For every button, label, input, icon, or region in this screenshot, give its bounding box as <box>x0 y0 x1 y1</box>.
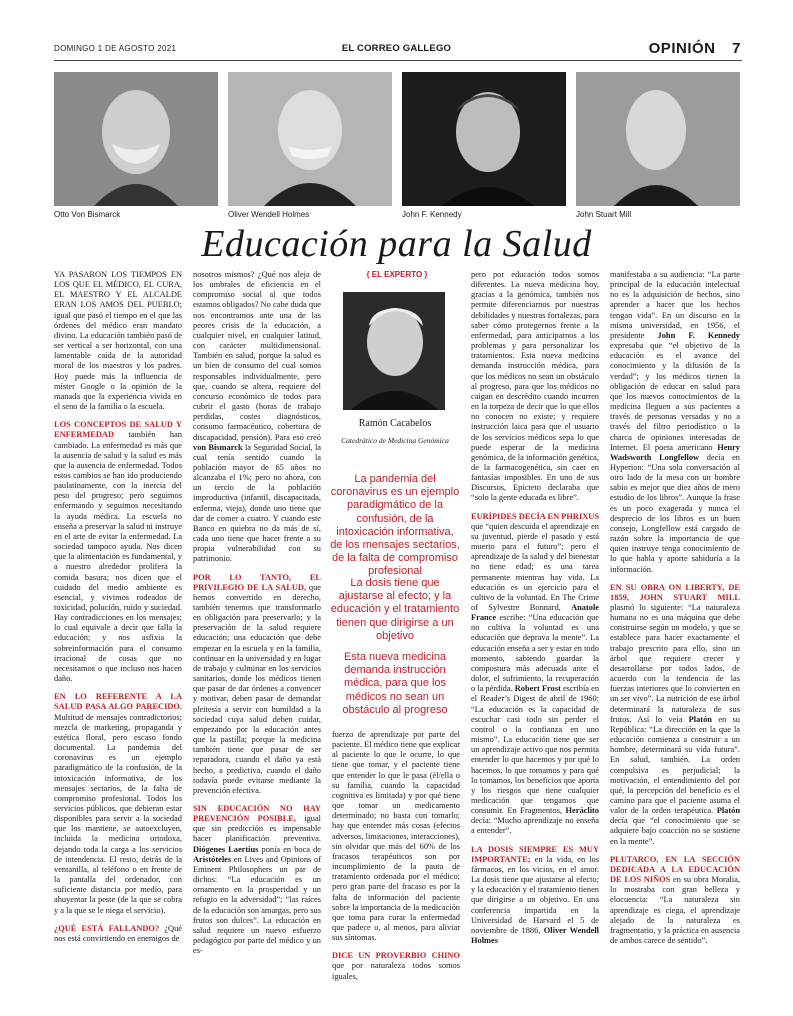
kicker: PLUTARCO, EN LA SECCIÓN DEDICADA A LA EDUCACIÓN DE LOS NIÑOS <box>610 854 740 885</box>
paragraph: en su República: “La dirección en la que la educación comienza a construir a un hombre, determinará su vida futura”. En salud, también. La orden compulsiva es perjudicial; la motivación, el entendimiento del por qué, la percepción del beneficio es el camino para que el paciente asuma el valor de la orden terapéutica. <box>610 714 740 816</box>
paragraph: ¿Qué nos está convirtiendo en enemigos de <box>54 923 182 943</box>
paragraph: ponía en boca de <box>258 844 322 854</box>
pull-quote: La pandemia del coronavirus es un ejemplo paradigmático de la confusión, de la intoxicación informativa, de los mensajes sectarios, de la falta de compromiso profesional <box>330 473 460 578</box>
photo-caption: John Stuart Mill <box>576 210 632 219</box>
paragraph: pero por educación todos somos diferentes. La nueva medicina hoy, gracias a la genómica, también nos permite diferenciarnos por nuestras debilidades y nuestras fortalezas, para saber cómo protegernos frente a la enfermedad, para anticiparnos a los problemas y para personalizar los tratamientos. Esta nueva medicina demanda instrucción médica, para que los médicos no sean un obstáculo al progreso, para que los médicos no caigan en descrédito cuando incurren en la torpeza de decir que lo que ellos no conocen no existe; y requiere instrucción laica para que el usuario de los servicios médicos sepa lo que puede esperar de la medicina genómica, de la información genética, de la farmacogenética, sin caer en fantasías imposibles. En uno de sus Discursos, Epicteto declaraba que “solo la gente educada es libre”. <box>471 270 599 503</box>
paragraph: igual que pasó el tiempo en el que las órdenes del médico eran mandato divino. La educación también pasó de ser vertical a ser horizontal, con una lamentable caída de la autoridad moral de los maestros y los padres. Hoy puede más la influencia de míster Google o la opinión de la manada que la experiencia vivida en el seno de la familia o la escuela. <box>54 310 182 412</box>
kicker: LA DOSIS SIEMPRE ES MUY IMPORTANTE; <box>471 844 599 864</box>
kicker: SIN EDUCACIÓN NO HAY PREVENCIÓN POSIBLE, <box>193 803 321 824</box>
author-name: Ramón Cacabelos <box>358 418 432 429</box>
paragraph: la Seguridad Social, la cual tenía sentido cuando la población mayor de 65 años no alcanzaba el 1%; pero no ahora, con un tercio de la población improductiva (infantil, discapacitada, enferma, vieja), donde uno tiene que dar de comer a cuatro. Y cuando este Banco en quiebra no da más de sí, cada uno tiene que hacer frente a su propia vulnerabilidad con su patrimonio. <box>193 442 322 564</box>
portrait-kennedy <box>402 72 566 206</box>
newspaper-name: EL CORREO GALLEGO <box>341 43 452 54</box>
paragraph: en Lives and Opinions of Eminent Philosophers un par de dichos: “La educación es un ornamento en la prosperidad y un refugio en la adversidad”; “las raíces de la educación son amargas, pero sus frutos son dulces”. La educación en salud requiere un nuevo esfuerzo pedagógico por parte del médico y un es- <box>193 854 321 956</box>
paragraph: decía: “Mucho aprendizaje no enseña a entender”. <box>471 816 599 836</box>
portrait-mill <box>576 72 740 206</box>
pull-quote: La dosis tiene que ajustarse al efecto; y la educación y el tratamiento tienen que dirigirse a un objetivo <box>330 577 460 642</box>
photo-caption: Oliver Wendell Holmes <box>228 210 310 219</box>
pull-quote: Esta nueva medicina demanda instrucción médica, para que los médicos no sean un obstáculo al progreso <box>342 651 448 716</box>
portrait-image <box>54 72 218 206</box>
paragraph: escribía en el Reader’s Digest de abril de 1960: “La educación es la capacidad de escuchar casi todo sin perder el control o la confianza en uno mismo”. La educación tiene que ser un aprendizaje activo que nos permita entender lo que hacemos y por qué lo hacemos, lo que tomamos y para qué lo tomamos, los beneficios que aporta y los riesgos que tiene cualquier medicación que tengamos que consumir. En Fragmentos, <box>471 684 600 816</box>
paragraph: decía en Hyperion: “Una sola conversación al otro lado de la mesa con un hombre sabio es mejor que diez años de mero estudio de los libros”. Aunque la frase es un poco exagerada y nunca el desprecio de los libros es un buen consejo, Longfellow está cargado de razón sobre la importancia de que quien instruye tenga conocimiento de lo que habla y aporte sabiduría a la información. <box>610 452 740 574</box>
section-header <box>649 40 741 57</box>
author-portrait-image <box>343 292 445 410</box>
name-bold: Heráclito <box>565 806 599 816</box>
kicker: DICE UN PROVERBIO CHINO <box>332 951 460 961</box>
portrait-image <box>228 72 392 206</box>
text-column-1 <box>54 270 182 952</box>
text-column-5 <box>610 270 740 954</box>
author-photo <box>343 292 445 410</box>
portrait-holmes <box>228 72 392 206</box>
paragraph: igual que sin predicción es impensable hacer planificación preventiva. <box>193 814 322 844</box>
paragraph: manifestaba a su audiencia: “La parte principal de la educación intelectual no es la adquisición de hechos, sino aprender a hacer que los hechos tengan vida”. En un discurso en la misma universidad, en 1956, el presidente <box>610 270 740 340</box>
name-bold: Robert Frost <box>514 684 561 694</box>
portrait-image <box>576 72 740 206</box>
kicker: EN SU OBRA ON LIBERTY, DE 1859, JOHN STUART MILL <box>610 582 740 602</box>
kicker: POR LO TANTO, EL PRIVILEGIO DE LA SALUD, <box>193 572 321 592</box>
text-column-2 <box>193 270 321 964</box>
paragraph: expresaba que “el objetivo de la educación es el avance del conocimiento y la difusión de la verdad”; y los médicos tienen la obligación de educar en salud para que los nuevos conocimientos de la medicina lleguen a sus pacientes a través de personas versadas y no a través del filtro periodístico o la charca de opiniones interesadas de Internet. El poeta americano <box>610 341 740 452</box>
photo-caption: Otto Von Bismarck <box>54 210 121 219</box>
name-bold: Platón <box>688 714 712 724</box>
photo-caption: John F. Kennedy <box>402 210 462 219</box>
name-bold: von Bismarck <box>193 442 243 452</box>
paragraph: plasmó lo siguiente: “La naturaleza humana no es una máquina que debe construirse según un modelo, y que se establece para hacer exactamente el trabajo prescrito para ello, sino un árbol que requiere crecer y desarrollarse por todos lados, de acuerdo con la tendencia de las fuerzas interiores que lo convierten en un ser vivo”. La nutrición de ese árbol determinará la naturaleza de sus frutos. Así lo veía <box>610 603 740 724</box>
text-column-3 <box>332 730 460 990</box>
paragraph: que hemos convertido en derecho, también tenemos que transformarlo en obligación para preservarlo; y la preservación de la salud requiere educación; una educación que debe empezar en la escuela y en la familia, continuar en la universidad y en lugar de trabajo y culminar en los servicios sanitarios, donde los médicos tienen que pasar de dar órdenes a convencer y motivar, deben pasar de demandar pleitesía a servir con humildad a la sociedad cuya salud deben cuidar, empezando por la educación antes que la pastilla; porque la medicina también tiene que pasar de ser reparadora, cuando el daño ya está hecho, a predictiva, cuando el daño todavía puede evitarse mediante la prevención efectiva. <box>193 582 321 795</box>
portrait-image <box>402 72 566 206</box>
author-role: Catedrático de Medicina Genómica <box>341 436 449 445</box>
lead-in: YA PASARON LOS TIEMPOS EN LOS QUE EL MÉDICO, EL CURA, EL MAESTRO Y EL ALCALDE ERAN LOS AMOS DEL PUEBLO; <box>54 270 182 310</box>
section-label: OPINIÓN <box>648 40 716 57</box>
name-bold: Anatole France <box>471 603 599 623</box>
paragraph: que por naturaleza todos somos iguales, <box>332 961 460 981</box>
paragraph: Multitud de mensajes contradictorios; mezcla de marketing, propaganda y estética floral, pero escaso fondo documental. La pandemia del coronavirus es un ejemplo paradigmático de la confusión, de la intoxicación informativa, de los mensajes sectarios, de la falta de compromiso profesional. Todos los servicios públicos, que debieran estar disponibles para servir a la sociedad que los mantiene, se autoexcluyen, incluida la medicina ortodoxa, dejando toda la carga a los servicios de intendencia. El resto, detrás de la ventanilla, al teléfono o en frente de la pantalla del ordenador, con suficiente distancia por medio, para ahuyentar la peste (de la que se cobra y a la que se le niega el servicio). <box>54 712 182 915</box>
paragraph: que “quien descuida el aprendizaje en su juventud, pierde el pasado y está muerto para el futuro”; pero el aprendizaje de la salud y del bienestar no tiene edad; es una tarea permanente mientras hay vida. La educación es un ejercicio para el cultivo de la voluntad. En The Crime of Sylvestre Bonnard, <box>471 521 599 612</box>
name-bold: Aristóteles <box>193 854 232 864</box>
paragraph: también han cambiado. La enfermedad es más que la ausencia de salud y la salud es más que la ausencia de enfermedad. Todos estos cambios se han ido produciendo paulatinamente, con la inercia del peso del progreso; pero seguimos enfermando y seguimos necesitando la ayuda médica. La escuela no enseña a preservar la salud ni instruye en el arte de evitar la enfermedad. La sociedad tampoco ayuda. Nos dicen que la alimentación es fundamental, y a nuestro alrededor prolifera la comida basura; nos dicen que el cuidado del medio ambiente es esencial, y vivimos rodeados de toxicidad, polución, ruido y suciedad. Hay contradicciones en los mensajes; lo cual equivale a decir que falla la educación; y nos asfixia la sobreinformación para el consumo irracional de cosas que no necesitamos o que incluso nos hacen daño. <box>54 430 182 684</box>
kicker: EURÍPIDES DECÍA EN PHRIXUS <box>471 511 599 521</box>
kicker: EN LO REFERENTE A LA SALUD PASA ALGO PARECIDO. <box>54 692 182 712</box>
paragraph: en su obra Moralia, lo mostraba con gran belleza y elocuencia: “La naturaleza sin aprendizaje es ciega, el aprendizaje alejado de la naturaleza es fragmentario, y la práctica en ausencia de ambos carece de sentido”. <box>610 875 741 945</box>
name-bold: John F. Kennedy <box>657 330 740 340</box>
paragraph: nosotros mismos? ¿Qué nos aleja de los umbrales de eficiencia en el compromiso social al que todos estamos obligados? No cabe duda que nos encontramos ante una de las peores crisis de la educación, a cualquier nivel, en cualquier latitud, con carácter multidimensional. También en salud, porque la salud es un bien de consumo del cual somos responsables individualmente, pero que, cuando se altera, requiere del concurso económico de todos para cubrir el gasto (horas de trabajo perdidas, costes diagnósticos, consumo farmacéutico, cobertura de discapacidad, pensión). Para eso creó <box>193 270 321 442</box>
expert-tag: { EL EXPERTO } <box>366 270 428 279</box>
page-number: 7 <box>732 40 741 57</box>
name-bold: Platón <box>716 806 740 816</box>
article-title: Educación para la Salud <box>201 223 592 265</box>
kicker: ¿QUÉ ESTÁ FALLANDO? <box>54 923 160 933</box>
text-column-4 <box>471 270 599 954</box>
paragraph: fuerzo de aprendizaje por parte del paciente. El médico tiene que explicar al paciente lo que le ocurre, lo que tiene que tomar, y el paciente tiene que entender lo que le pasa (él/ella o su familia, cuando la capacidad cognitiva es limitada) y por qué tiene que tomar un medicamento determinado; no basta con tomarlo; hay que entender más cosas (efectos adversos, limitaciones, interacciones), sin olvidar que más del 60% de los fracasos terapéuticos son por incumplimiento de la pauta de tratamiento ordenada por el médico; pero gran parte del fracaso es por la falta de información del paciente sobre la importancia de la medicación que toma para curar la enfermedad que padece o, al menos, para aliviar sus síntomas. <box>332 730 460 943</box>
paragraph: decía que “el conocimiento que se adquiere bajo coacción no se sostiene en la mente”. <box>610 816 740 846</box>
paragraph: en la vida, en los fármacos, en los vicios, en el amor. La dosis tiene que ajustarse al efecto; y la educación y el tratamiento tienen que dirigirse a un objetivo. En una conferencia impartida en la Universidad de Harvard el 5 de noviembre de 1886, <box>471 854 599 935</box>
kicker: LOS CONCEPTOS DE SALUD Y ENFERMEDAD <box>54 420 182 440</box>
page-date: DOMINGO 1 DE AGOSTO 2021 <box>54 44 177 53</box>
name-bold: Diógenes Laertius <box>193 844 259 854</box>
name-bold: Henry Wadsworth Longfellow <box>610 442 740 462</box>
name-bold: Oliver Wendell Holmes <box>471 925 599 945</box>
header-rule <box>54 60 742 61</box>
portrait-bismarck <box>54 72 218 206</box>
paragraph: escribe: “Una educación que no cultiva la voluntad es una educación que deprava la mente”. La educación enseña a ser y estar en todo momento, sabiendo guardar la compostura más adecuada ante el dolor, el sufrimiento, la recuperación o la pérdida. <box>471 613 599 694</box>
